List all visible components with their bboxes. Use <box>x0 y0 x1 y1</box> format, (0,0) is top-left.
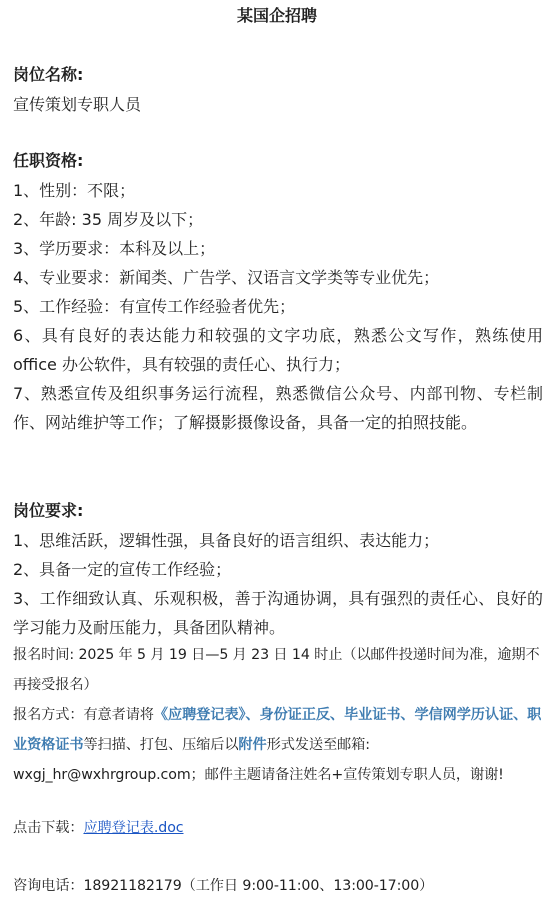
position-value: 宣传策划专职人员 <box>13 95 142 114</box>
qualification-item: 2、年龄: 35 周岁及以下； <box>13 210 204 229</box>
download-link[interactable]: 应聘登记表.doc <box>83 820 184 836</box>
qualifications-heading: 任职资格: <box>13 151 84 170</box>
download-label: 点击下载： <box>13 820 84 836</box>
requirements-heading: 岗位要求: <box>13 501 84 520</box>
qualification-item: 7、熟悉宣传及组织事务运行流程，熟悉微信公众号、内部刊物、专栏制作、网站维护等工作；了解摄影摄像设备，具备一定的拍照技能。 <box>13 384 543 432</box>
required-documents: 《应聘登记表》、身份证正反、毕业证书、学信网学历认证、职业资格证书 <box>13 707 542 753</box>
registration-method <box>13 700 543 790</box>
qualification-item: 5、工作经验：有宣传工作经验者优先； <box>13 297 296 316</box>
page-title: 某国企招聘 <box>236 6 317 25</box>
requirement-item: 1、思维活跃，逻辑性强，具备良好的语言组织、表达能力； <box>13 531 440 550</box>
registration-method-prefix: 报名方式：有意者请将 <box>13 707 154 723</box>
qualifications-list <box>13 176 543 437</box>
attachment-label: 附件 <box>238 737 267 753</box>
registration-method-middle: 等扫描、打包、压缩后以 <box>83 737 239 753</box>
requirement-item: 3、工作细致认真、乐观积极，善于沟通协调，具有强烈的责任心、良好的学习能力及耐压能力，具备团队精神。 <box>13 589 543 637</box>
download-row <box>13 813 543 843</box>
position-heading: 岗位名称: <box>13 65 84 84</box>
qualification-item: 1、性别：不限； <box>13 181 136 200</box>
qualification-item: 6、具有良好的表达能力和较强的文字功底，熟悉公文写作，熟练使用 office 办公软件，具有较强的责任心、执行力； <box>13 326 543 374</box>
registration-time: 报名时间: 2025 年 5 月 19 日—5 月 23 日 14 时止（以邮件投递时间为准，逾期不再接受报名） <box>13 647 540 693</box>
qualifications-section <box>13 150 543 437</box>
requirements-section <box>13 500 543 642</box>
qualification-item: 4、专业要求：新闻类、广告学、汉语言文学类等专业优先； <box>13 268 440 287</box>
contact-info: 咨询电话：18921182179（工作日 9:00-11:00、13:00-17:00） <box>13 878 434 894</box>
requirement-item: 2、具备一定的宣传工作经验； <box>13 560 232 579</box>
qualification-item: 3、学历要求：本科及以上； <box>13 239 216 258</box>
requirements-list <box>13 526 543 642</box>
registration-method-suffix: 形式发送至邮箱: wxgj_hr@wxhrgroup.com；邮件主题请备注姓名+宣传策划专职人员，谢谢! <box>13 737 504 783</box>
position-section <box>13 64 543 119</box>
